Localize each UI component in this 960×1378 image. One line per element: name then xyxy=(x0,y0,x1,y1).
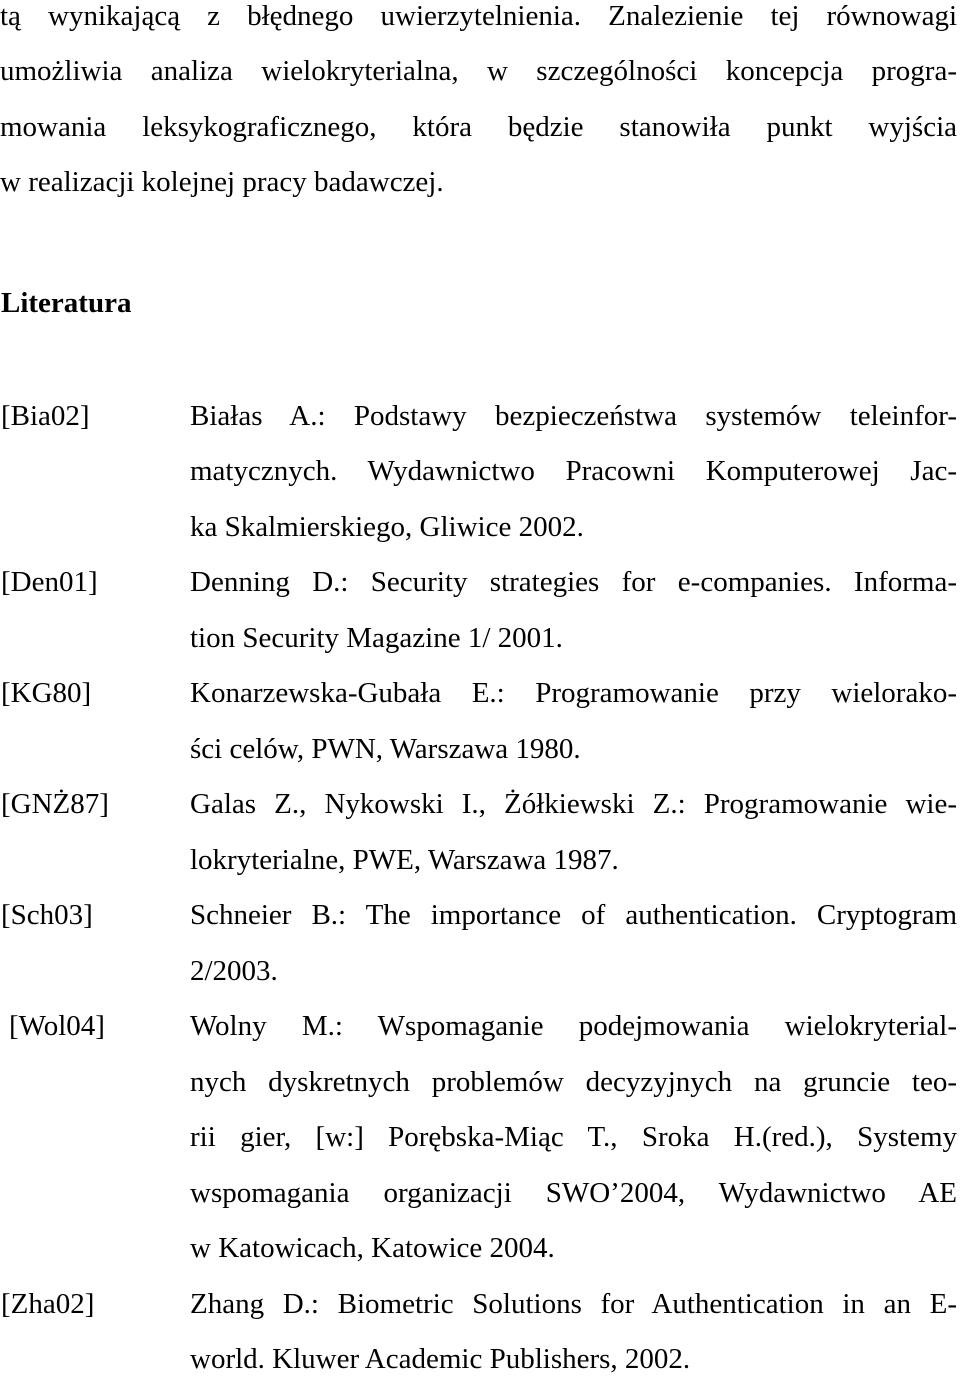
reference-text-line: Denning D.: Security strategies for e-companies. Informa- xyxy=(190,566,957,598)
paragraph-line: mowania leksykograficznego, która będzie stanowiła punkt wyjścia xyxy=(0,111,957,143)
reference-text-line: tion Security Magazine 1/ 2001. xyxy=(190,622,563,654)
reference-key: [GNŻ87] xyxy=(1,788,109,820)
reference-key: [Zha02] xyxy=(1,1288,95,1320)
section-heading: Literatura xyxy=(1,287,132,319)
reference-text-line: nych dyskretnych problemów decyzyjnych na gruncie teo- xyxy=(190,1066,957,1098)
paragraph-line: w realizacji kolejnej pracy badawczej. xyxy=(0,166,444,198)
reference-key: [Bia02] xyxy=(1,400,90,432)
reference-text-line: Wolny M.: Wspomaganie podejmowania wielokryterial- xyxy=(190,1010,957,1042)
reference-text-line: wspomagania organizacji SWO’2004, Wydawnictwo AE xyxy=(190,1177,957,1209)
reference-text-line: Galas Z., Nykowski I., Żółkiewski Z.: Programowanie wie- xyxy=(190,788,957,820)
paragraph-line: tą wynikającą z błędnego uwierzytelnienia. Znalezienie tej równowagi xyxy=(0,0,957,32)
reference-text-line: Konarzewska-Gubała E.: Programowanie przy wielorako- xyxy=(190,677,957,709)
reference-text-line: Schneier B.: The importance of authentication. Cryptogram xyxy=(190,899,957,931)
reference-text-line: rii gier, [w:] Porębska-Miąc T., Sroka H.(red.), Systemy xyxy=(190,1121,957,1153)
reference-text-line: w Katowicach, Katowice 2004. xyxy=(190,1232,555,1264)
reference-key: [KG80] xyxy=(1,677,92,709)
reference-text-line: matycznych. Wydawnictwo Pracowni Komputerowej Jac- xyxy=(190,455,957,487)
reference-key: [Wol04] xyxy=(9,1010,105,1042)
reference-text-line: Białas A.: Podstawy bezpieczeństwa systemów teleinfor- xyxy=(190,400,957,432)
reference-key: [Sch03] xyxy=(1,899,93,931)
reference-text-line: ści celów, PWN, Warszawa 1980. xyxy=(190,733,581,765)
reference-text-line: world. Kluwer Academic Publishers, 2002. xyxy=(190,1343,691,1375)
paragraph-line: umożliwia analiza wielokryterialna, w szczególności koncepcja progra- xyxy=(0,55,957,87)
reference-text-line: lokryterialne, PWE, Warszawa 1987. xyxy=(190,844,619,876)
reference-text-line: ka Skalmierskiego, Gliwice 2002. xyxy=(190,511,584,543)
reference-text-line: Zhang D.: Biometric Solutions for Authentication in an E- xyxy=(190,1288,957,1320)
reference-key: [Den01] xyxy=(1,566,98,598)
reference-text-line: 2/2003. xyxy=(190,955,278,987)
